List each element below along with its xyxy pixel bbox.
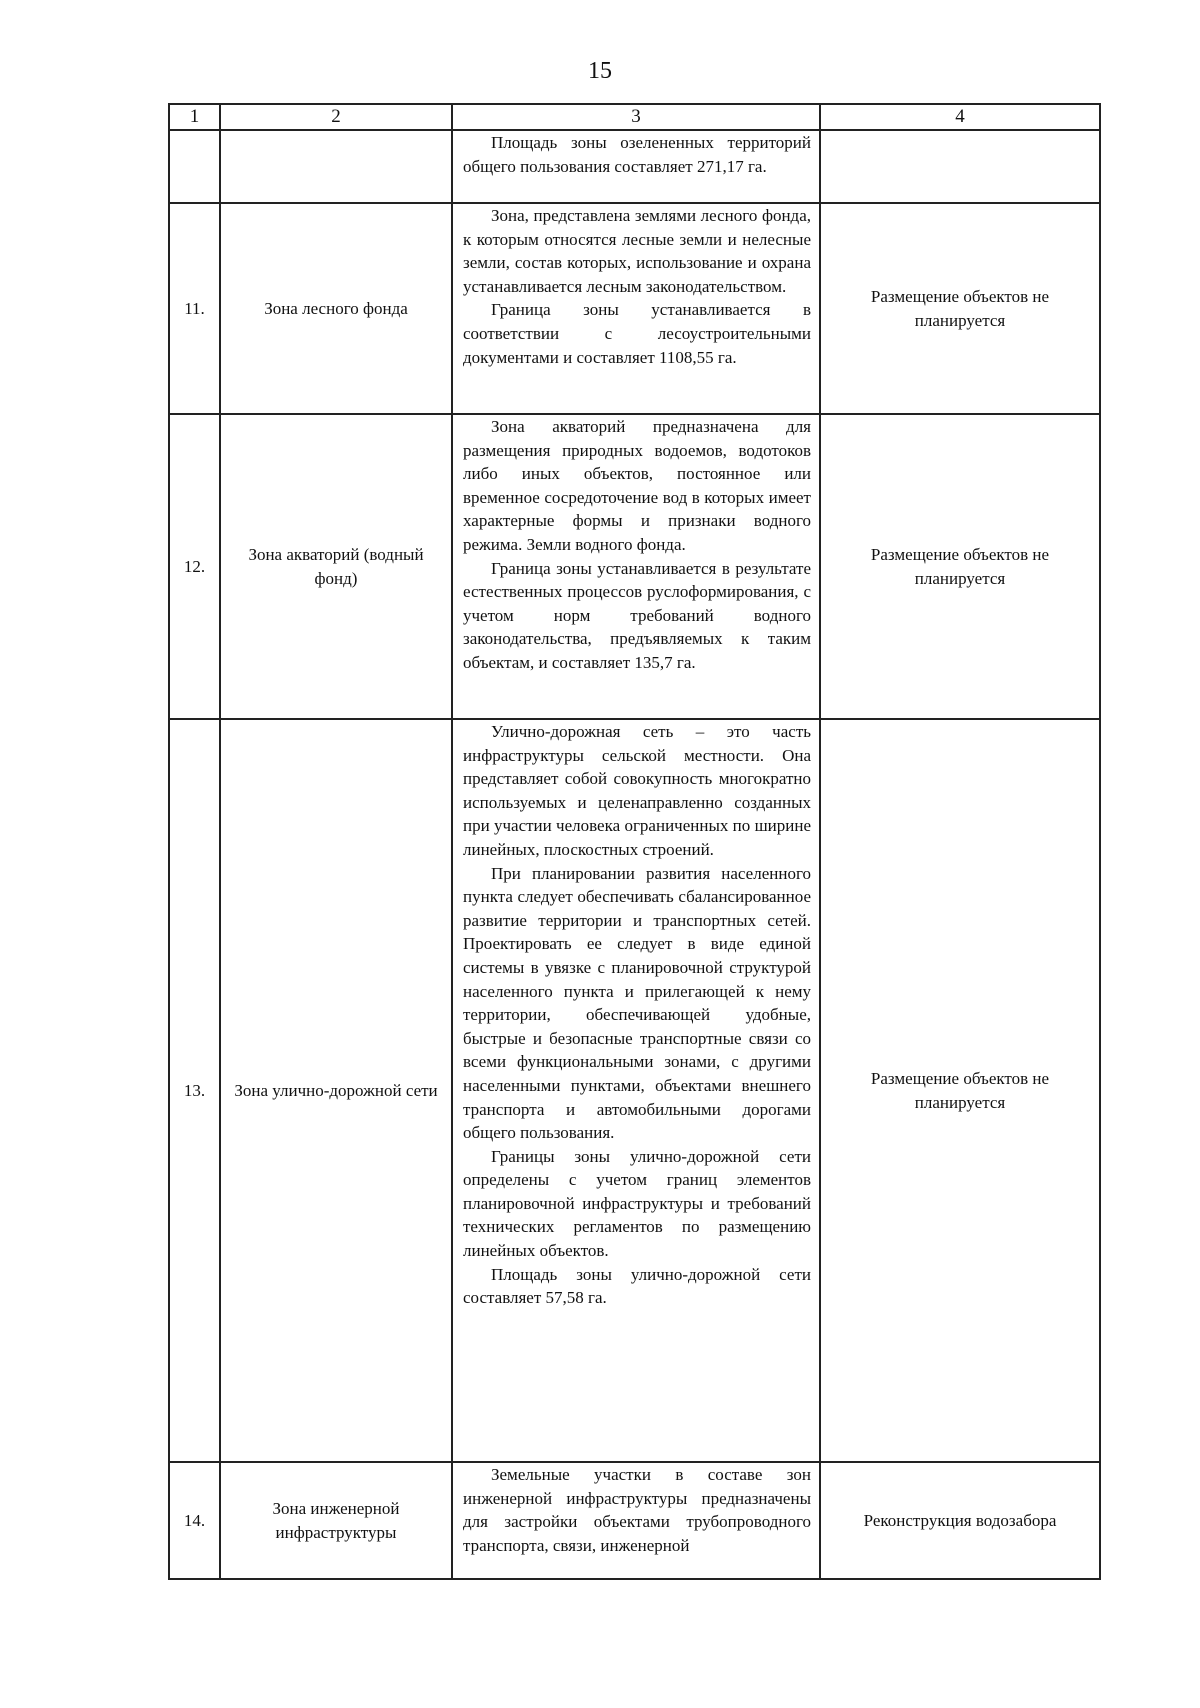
zone-name (220, 130, 452, 203)
zone-name: Зона акваторий (водный фонд) (220, 414, 452, 719)
planned-action: Реконструкция водозабора (820, 1462, 1100, 1579)
table-row (169, 130, 1100, 203)
column-header: 3 (452, 104, 820, 130)
planned-action: Размещение объектов не планируется (820, 414, 1100, 719)
zone-description (452, 130, 820, 203)
description-paragraph: Площадь зоны озелененных территорий общего пользования составляет 271,17 га. (463, 133, 811, 176)
description-paragraph: Улично-дорожная сеть – это часть инфраструктуры сельской местности. Она представляет собой совокупность многократно используемых и целенаправленно созданных при участии человека ограниченных по ширине линейных, плоскостных строений. (463, 722, 811, 859)
row-number: 13. (169, 719, 220, 1462)
planned-action: Размещение объектов не планируется (820, 203, 1100, 414)
description-paragraph: При планировании развития населенного пункта следует обеспечивать сбалансированное развитие территории и транспортных сетей. Проектировать ее следует в виде единой системы в увязке с планировочной структурой населенного пункта и прилегающей к нему территории, обеспечивающей удобные, быстрые и безопасные транспортные связи со всеми функциональными зонами, с другими населенными пунктами, объектами внешнего транспорта и автомобильными дорогами общего пользования. (463, 863, 811, 1143)
row-number: 14. (169, 1462, 220, 1579)
description-paragraph: Зона акваторий предназначена для размещения природных водоемов, водотоков либо иных объектов, постоянное или временное сосредоточение вод в которых имеет характерные формы и признаки водного режима. Земли водного фонда. (463, 417, 811, 554)
zone-name: Зона улично-дорожной сети (220, 719, 452, 1462)
column-header: 1 (169, 104, 220, 130)
table-header-row (169, 104, 1100, 130)
zone-description (452, 414, 820, 719)
row-number: 11. (169, 203, 220, 414)
zone-description (452, 1462, 820, 1579)
description-paragraph: Граница зоны устанавливается в соответствии с лесоустроительными документами и составляет 1108,55 га. (463, 300, 811, 367)
zone-description (452, 719, 820, 1462)
table-row (169, 414, 1100, 719)
row-number (169, 130, 220, 203)
zone-name: Зона лесного фонда (220, 203, 452, 414)
description-paragraph: Граница зоны устанавливается в результате естественных процессов руслоформирования, с учетом норм требований водного законодательства, предъявляемых к таким объектам, и составляет 135,7 га. (463, 558, 811, 672)
page-number: 15 (588, 58, 612, 84)
description-paragraph: Земельные участки в составе зон инженерной инфраструктуры предназначены для застройки объектами трубопроводного транспорта, связи, инженерной (463, 1465, 811, 1555)
zone-name: Зона инженерной инфраструктуры (220, 1462, 452, 1579)
description-paragraph: Зона, представлена землями лесного фонда, к которым относятся лесные земли и нелесные земли, состав которых, использование и охрана устанавливается лесным законодательством. (463, 206, 811, 296)
zone-description (452, 203, 820, 414)
description-paragraph: Площадь зоны улично-дорожной сети составляет 57,58 га. (463, 1264, 811, 1308)
description-paragraph: Границы зоны улично-дорожной сети определены с учетом границ элементов планировочной инфраструктуры и требований технических регламентов по размещению линейных объектов. (463, 1146, 811, 1261)
table-row (169, 203, 1100, 414)
table-row (169, 1462, 1100, 1579)
table-row (169, 719, 1100, 1462)
planned-action: Размещение объектов не планируется (820, 719, 1100, 1462)
zones-table (168, 103, 1101, 1580)
column-header: 4 (820, 104, 1100, 130)
row-number: 12. (169, 414, 220, 719)
planned-action (820, 130, 1100, 203)
column-header: 2 (220, 104, 452, 130)
